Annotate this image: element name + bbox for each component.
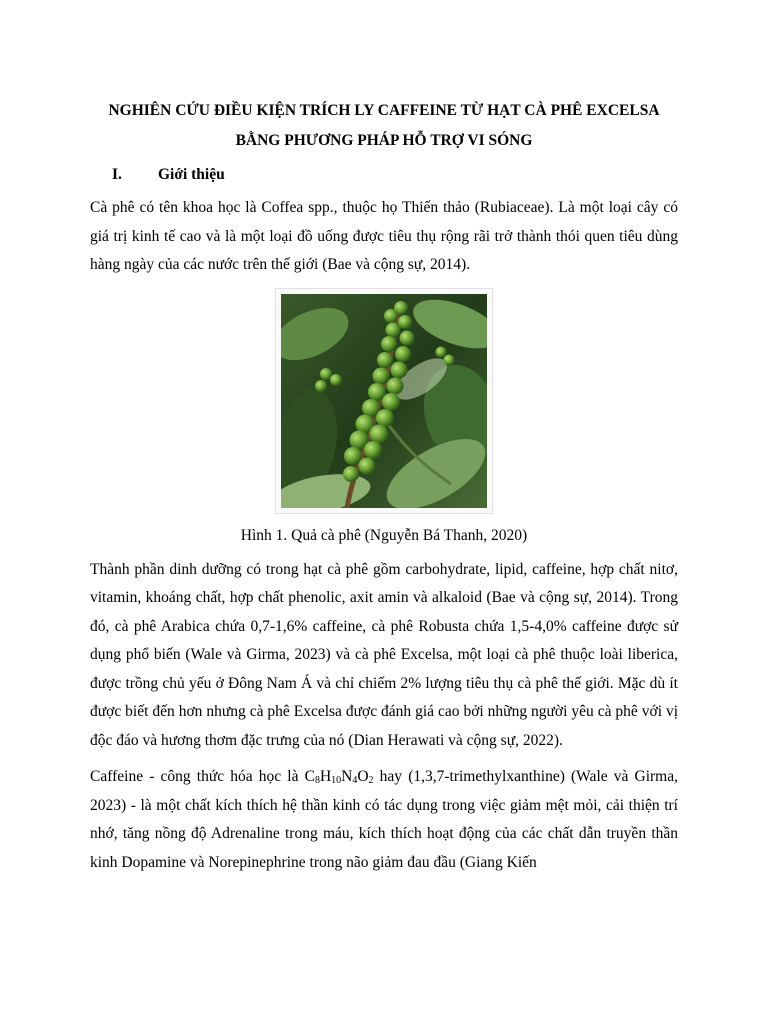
figure <box>90 288 678 514</box>
formula-n-sub: 4 <box>352 775 358 786</box>
coffee-cherries-illustration <box>281 294 487 508</box>
document-title <box>90 96 678 156</box>
formula-h: H <box>319 768 332 785</box>
formula-h-sub: 10 <box>331 775 342 786</box>
title-line-2: BẰNG PHƯƠNG PHÁP HỖ TRỢ VI SÓNG <box>235 132 533 149</box>
paragraph-intro: Cà phê có tên khoa học là Coffea spp., thuộc họ Thiến thảo (Rubiaceae). Là một loại cây có giá trị kinh tế cao và là một loại đồ uống được tiêu thụ rộng rãi trở thành thói quen tiêu dùng hàng ngày của các nước trên thế giới (Bae và cộng sự, 2014). <box>90 199 678 273</box>
caffeine-text-after: hay (1,3,7-trimethylxanthine) (Wale và Girma, 2023) - là một chất kích thích hệ thần kinh có tác dụng trong việc giảm mệt mỏi, cải thiện trí nhớ, tăng nồng độ Adrenaline trong máu, kích thích hoạt động của các chất dẫn truyền thần kinh Dopamine và Norepinephrine trong não giảm đau đầu (Giang Kiến <box>90 768 678 871</box>
section-title: Giới thiệu <box>158 166 225 183</box>
caffeine-text-before: Caffeine - công thức hóa học là <box>90 768 305 785</box>
section-heading <box>90 164 678 186</box>
paragraph-composition: Thành phần dinh dưỡng có trong hạt cà phê gồm carbohydrate, lipid, caffeine, hợp chất nitơ, vitamin, khoáng chất, hợp chất phenolic, axit amin và alkaloid (Bae và cộng sự, 2014). Trong đó, cà phê Arabica chứa 0,7-1,6% caffeine, cà phê Robusta chứa 1,5-4,0% caffeine được sử dụng phổ biến (Wale và Girma, 2023) và cà phê Excelsa, một loại cà phê thuộc loài liberica, được trồng chủ yếu ở Đông Nam Á và chỉ chiếm 2% lượng tiêu thụ cà phê thế giới. Mặc dù ít được biết đến hơn nhưng cà phê Excelsa được đánh giá cao bởi những người yêu cà phê với vị độc đáo và hương thơm đặc trưng của nó (Dian Herawati và cộng sự, 2022). <box>90 560 678 749</box>
section-number: I. <box>112 166 122 183</box>
formula-o-sub: 2 <box>368 775 374 786</box>
chemical-formula <box>305 768 374 785</box>
formula-c-sub: 8 <box>314 775 320 786</box>
formula-n: N <box>341 768 353 785</box>
formula-c: C <box>304 768 315 785</box>
coffee-cherries-photo <box>275 288 493 514</box>
formula-o: O <box>357 768 369 785</box>
title-line-1: NGHIÊN CỨU ĐIỀU KIỆN TRÍCH LY CAFFEINE TỪ HẠT CÀ PHÊ EXCELSA <box>108 102 660 119</box>
paragraph-caffeine <box>90 763 678 877</box>
figure-caption: Hình 1. Quả cà phê (Nguyễn Bá Thanh, 2020) <box>240 526 528 544</box>
